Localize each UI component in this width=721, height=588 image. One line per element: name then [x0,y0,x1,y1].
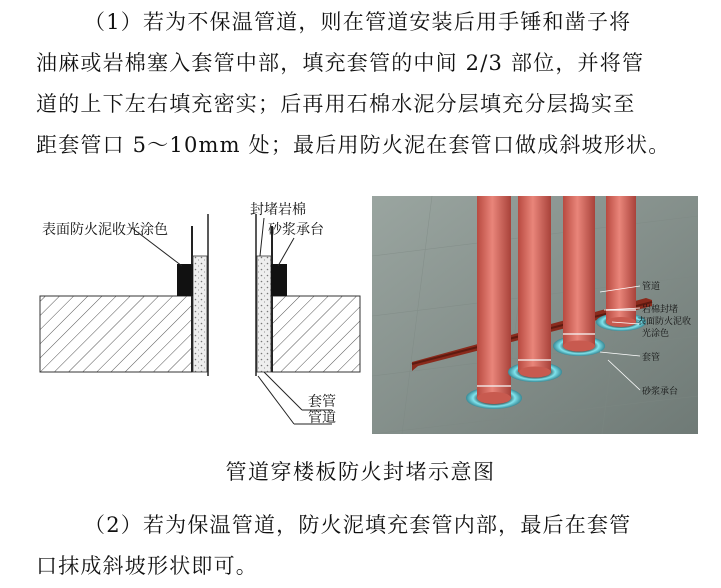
slab-left [40,296,192,372]
photo-label-surface-2: 光涂色 [642,329,670,339]
photo-label-rockwool: 岩棉封堵 [642,305,679,315]
figure-caption: 管道穿楼板防火封堵示意图 [225,460,496,484]
cross-section-diagram [32,196,372,440]
label-pipe: 管道 [308,410,336,426]
rockwool-fill-left [193,256,207,372]
fire-mortar-cap-left [177,264,193,296]
paragraph-2 [0,505,721,587]
paragraph-2-line: （2）若为保温管道，防火泥填充套管内部，最后在套管 [84,513,632,537]
photo-label-pipe: 管道 [642,282,661,292]
label-rockwool: 封堵岩棉 [250,202,306,218]
paragraph-2-line: 口抹成斜坡形状即可。 [36,554,258,578]
paragraph-1-line: 距套管口 5〜10mm 处；最后用防火泥在套管口做成斜坡形状。 [36,133,671,157]
pipe-installation-render [372,196,698,434]
photo-label-mortar: 砂浆承台 [642,387,679,397]
paragraph-1-line: 油麻或岩棉塞入套管中部，填充套管的中间 2/3 部位，并将管 [36,51,645,75]
paragraph-1 [0,2,721,166]
paragraph-1-line: （1）若为不保温管道，则在管道安装后用手锤和凿子将 [84,10,632,34]
paragraph-1-line: 道的上下左右填充密实；后再用石棉水泥分层填充分层捣实至 [36,92,636,116]
rockwool-fill-right [257,256,271,372]
label-surface-mortar: 表面防火泥收光涂色 [42,222,168,238]
slab-right [272,296,360,372]
fire-mortar-cap-right [271,264,287,296]
photo-label-surface: 表面防火泥收 [637,317,692,327]
label-sleeve: 套管 [308,394,336,410]
photo-label-sleeve: 套管 [642,353,661,363]
label-mortar-platform: 砂浆承台 [268,222,324,238]
